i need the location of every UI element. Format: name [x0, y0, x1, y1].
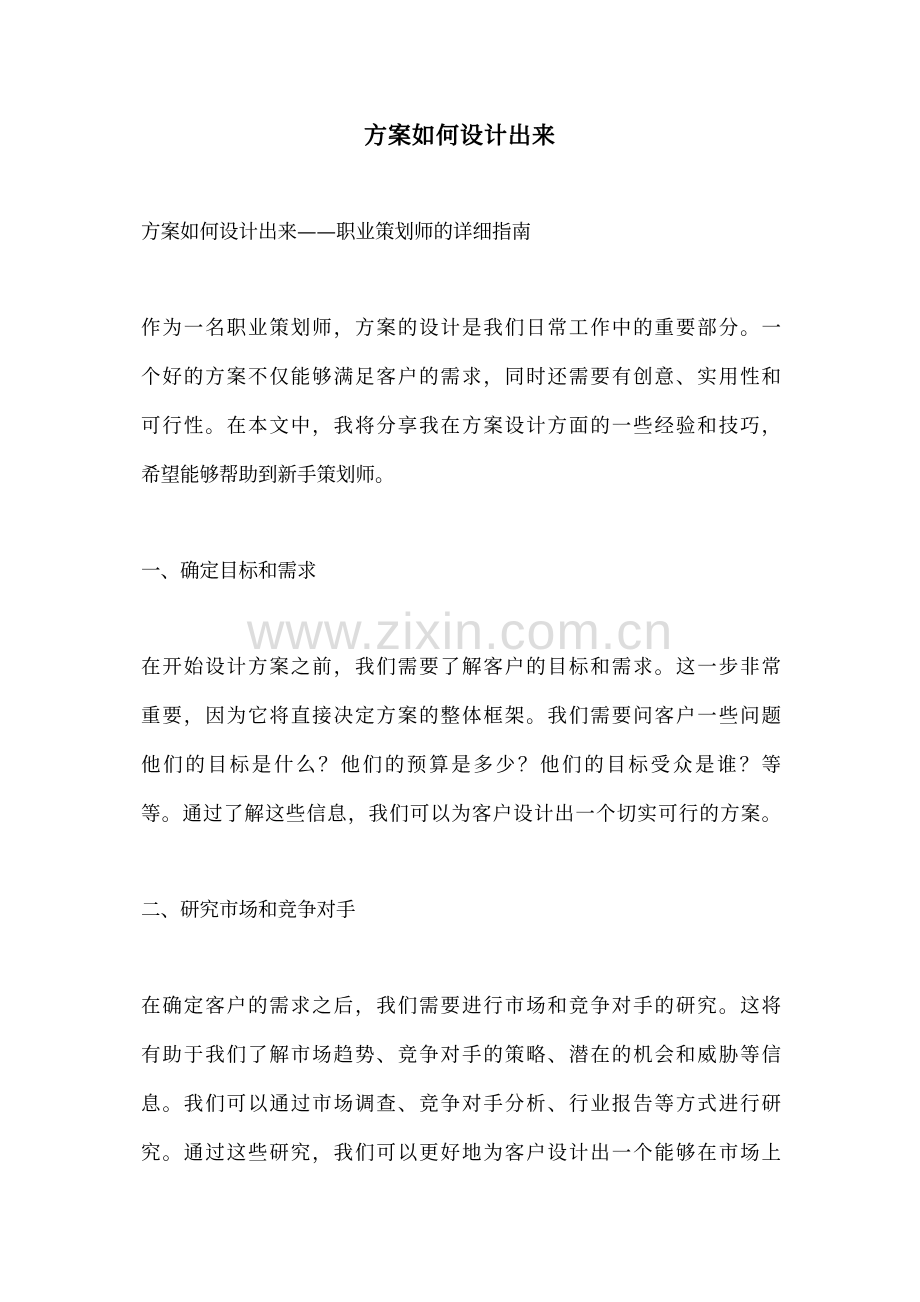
section-1-line-1: 在开始设计方案之前，我们需要了解客户的目标和需求。这一步非常: [141, 655, 781, 678]
section-2-line-3: 息。我们可以通过市场调查、竞争对手分析、行业报告等方式进行研: [141, 1092, 781, 1115]
section-2-line-1: 在确定客户的需求之后，我们需要进行市场和竞争对手的研究。这将: [141, 994, 781, 1017]
intro-line-1: 作为一名职业策划师，方案的设计是我们日常工作中的重要部分。一: [141, 316, 781, 339]
section-2-line-2: 有助于我们了解市场趋势、竞争对手的策略、潜在的机会和威胁等信: [141, 1043, 781, 1066]
document-title: 方案如何设计出来: [364, 122, 556, 149]
section-1-line-3: 他们的目标是什么？他们的预算是多少？他们的目标受众是谁？等: [141, 753, 781, 776]
watermark: www.zixin.com.cn: [246, 603, 674, 661]
intro-line-4: 希望能够帮助到新手策划师。: [141, 463, 395, 486]
section-2-line-4: 究。通过这些研究，我们可以更好地为客户设计出一个能够在市场上: [141, 1141, 781, 1164]
intro-line-3: 可行性。在本文中，我将分享我在方案设计方面的一些经验和技巧，: [141, 414, 781, 437]
intro-line-2: 个好的方案不仅能够满足客户的需求，同时还需要有创意、实用性和: [141, 365, 781, 388]
section-1-line-2: 重要，因为它将直接决定方案的整体框架。我们需要问客户一些问题: [141, 704, 781, 727]
document-subtitle: 方案如何设计出来——职业策划师的详细指南: [141, 220, 532, 243]
section-1-heading: 一、确定目标和需求: [141, 559, 317, 582]
section-1-line-4: 等。通过了解这些信息，我们可以为客户设计出一个切实可行的方案。: [141, 802, 781, 825]
section-2-heading: 二、研究市场和竞争对手: [141, 898, 356, 921]
